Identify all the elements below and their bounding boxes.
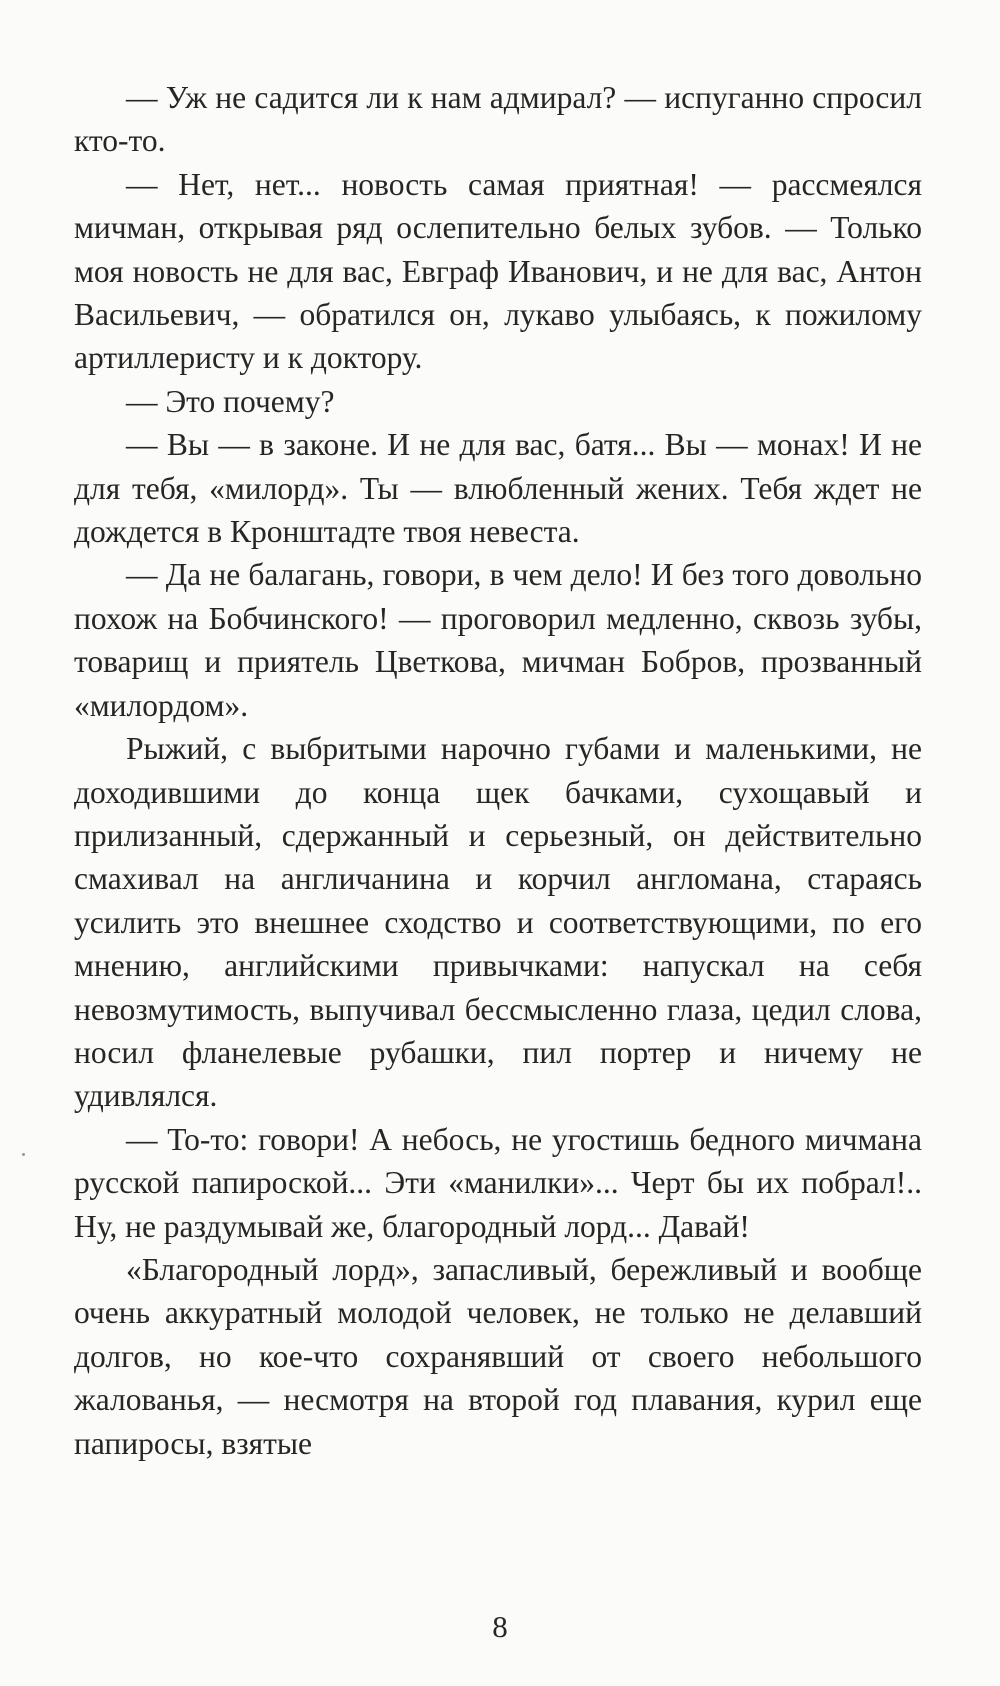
- page-body-text: [74, 76, 922, 1465]
- paragraph-admiral-question: — Уж не садится ли к нам адмирал? — испуганно спросил кто-то.: [74, 80, 922, 159]
- paragraph-pleasant-news: — Нет, нет... новость самая приятная! — рассмеялся мичман, открывая ряд ослепительно белых зубов. — Только моя новость не для вас, Евграф Иванович, и не для вас, Антон Васильевич, — обратился он, лукаво улыбаясь, к пожилому артиллеристу и к доктору.: [74, 166, 922, 376]
- paragraph-redhead-description: Рыжий, с выбритыми нарочно губами и маленькими, не доходившими до конца щек бачками, сухощавый и прилизанный, сдержанный и серьезный, он действительно смахивал на англичанина и корчил англомана, стараясь усилить это внешнее сходство и соответствующими, по его мнению, английскими привычками: напускал на себя невозмутимость, выпучивал бессмысленно глаза, цедил слова, носил фланелевые рубашки, пил портер и ничему не удивлялся.: [74, 731, 922, 1114]
- paragraph-in-law: — Вы — в законе. И не для вас, батя... Вы — монах! И не для тебя, «милорд». Ты — влюбленный жених. Тебя ждет не дождется в Кронштадте твоя невеста.: [74, 427, 922, 550]
- paper-speck: [22, 1153, 25, 1156]
- page-number: 8: [492, 1609, 508, 1644]
- paragraph-stop-joking: — Да не балагань, говори, в чем дело! И без того довольно похож на Бобчинского! — проговорил медленно, сквозь зубы, товарищ и приятель Цветкова, мичман Бобров, прозванный «милордом».: [74, 557, 922, 723]
- paragraph-why: — Это почему?: [126, 383, 335, 419]
- paragraph-noble-lord: «Благородный лорд», запасливый, бережливый и вообще очень аккуратный молодой человек, не только не делавший долгов, но кое-что сохранявший от своего небольшого жалованья, — несмотря на второй год плавания, курил еще папиросы, взятые: [74, 1251, 922, 1461]
- paragraph-cigarette-request: — То-то: говори! А небось, не угостишь бедного мичмана русской папироской... Эти «манилки»... Черт бы их побрал!.. Ну, не раздумывай же, благородный лорд... Давай!: [74, 1121, 922, 1244]
